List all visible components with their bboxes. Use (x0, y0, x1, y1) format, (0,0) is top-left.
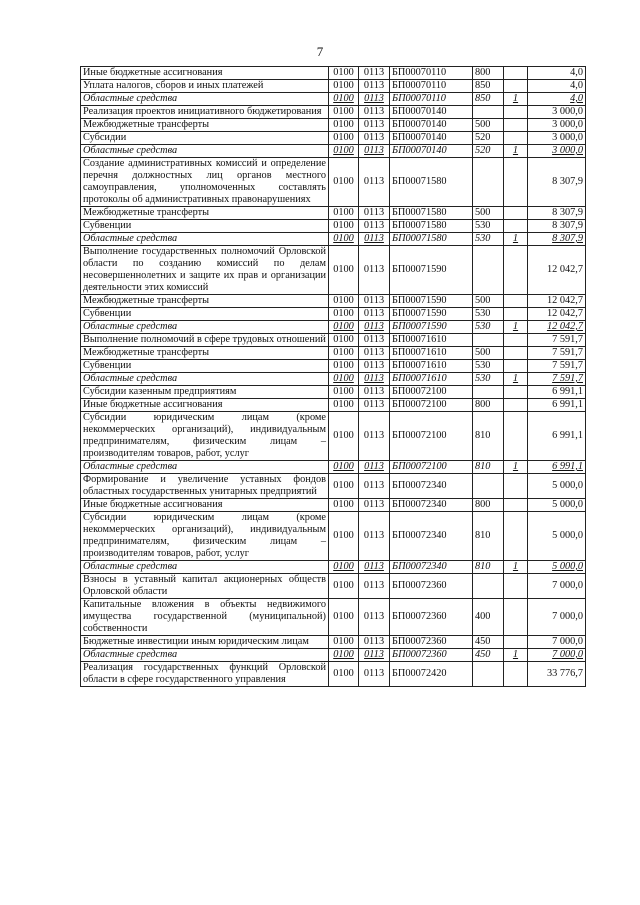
row-rz-cell: 0113 (359, 67, 390, 80)
row-ved-cell: 0100 (329, 246, 359, 295)
row-rz-cell: 0113 (359, 636, 390, 649)
row-src-cell: 1 (504, 233, 528, 246)
row-vr-cell: 530 (473, 308, 504, 321)
table-row (81, 649, 586, 662)
row-ved-cell: 0100 (329, 636, 359, 649)
row-vr-cell: 800 (473, 499, 504, 512)
row-ved-cell: 0100 (329, 295, 359, 308)
row-sum-cell: 12 042,7 (528, 321, 586, 334)
table-row (81, 347, 586, 360)
row-ved-cell: 0100 (329, 321, 359, 334)
row-src-cell (504, 386, 528, 399)
table-row (81, 499, 586, 512)
row-ved-cell: 0100 (329, 649, 359, 662)
row-ved-cell: 0100 (329, 662, 359, 687)
row-sum-cell: 5 000,0 (528, 512, 586, 561)
row-sum-cell: 6 991,1 (528, 412, 586, 461)
row-cs-cell: БП00071590 (390, 246, 473, 295)
row-src-cell (504, 512, 528, 561)
row-vr-cell (473, 474, 504, 499)
row-vr-cell: 850 (473, 93, 504, 106)
row-ved-cell: 0100 (329, 145, 359, 158)
row-rz-cell: 0113 (359, 561, 390, 574)
row-ved-cell: 0100 (329, 334, 359, 347)
row-ved-cell: 0100 (329, 360, 359, 373)
row-name-cell: Реализация проектов инициативного бюджетирования (81, 106, 329, 119)
table-row (81, 80, 586, 93)
row-name-cell: Межбюджетные трансферты (81, 119, 329, 132)
row-cs-cell: БП00070140 (390, 119, 473, 132)
row-vr-cell: 520 (473, 145, 504, 158)
table-row (81, 158, 586, 207)
row-sum-cell: 4,0 (528, 67, 586, 80)
row-vr-cell: 530 (473, 220, 504, 233)
row-cs-cell: БП00072340 (390, 474, 473, 499)
row-vr-cell: 850 (473, 80, 504, 93)
row-sum-cell: 7 591,7 (528, 334, 586, 347)
row-ved-cell: 0100 (329, 574, 359, 599)
row-cs-cell: БП00070140 (390, 132, 473, 145)
row-src-cell (504, 499, 528, 512)
row-sum-cell: 6 991,1 (528, 461, 586, 474)
row-cs-cell: БП00071610 (390, 347, 473, 360)
row-src-cell (504, 106, 528, 119)
row-rz-cell: 0113 (359, 119, 390, 132)
row-name-cell: Межбюджетные трансферты (81, 207, 329, 220)
row-src-cell: 1 (504, 649, 528, 662)
row-rz-cell: 0113 (359, 321, 390, 334)
table-row (81, 599, 586, 636)
row-rz-cell: 0113 (359, 474, 390, 499)
row-vr-cell: 450 (473, 649, 504, 662)
row-rz-cell: 0113 (359, 360, 390, 373)
table-row (81, 574, 586, 599)
row-rz-cell: 0113 (359, 461, 390, 474)
table-row (81, 233, 586, 246)
row-src-cell (504, 474, 528, 499)
row-ved-cell: 0100 (329, 158, 359, 207)
row-rz-cell: 0113 (359, 386, 390, 399)
row-src-cell (504, 574, 528, 599)
row-ved-cell: 0100 (329, 93, 359, 106)
row-src-cell (504, 334, 528, 347)
row-rz-cell: 0113 (359, 207, 390, 220)
row-sum-cell: 8 307,9 (528, 158, 586, 207)
table-row (81, 308, 586, 321)
table-row (81, 399, 586, 412)
row-ved-cell: 0100 (329, 461, 359, 474)
row-vr-cell: 800 (473, 399, 504, 412)
row-cs-cell: БП00072360 (390, 636, 473, 649)
table-row (81, 636, 586, 649)
table-row (81, 334, 586, 347)
row-name-cell: Областные средства (81, 145, 329, 158)
row-sum-cell: 5 000,0 (528, 561, 586, 574)
row-vr-cell: 400 (473, 599, 504, 636)
row-vr-cell: 530 (473, 360, 504, 373)
row-ved-cell: 0100 (329, 474, 359, 499)
row-rz-cell: 0113 (359, 499, 390, 512)
row-sum-cell: 7 591,7 (528, 360, 586, 373)
budget-table (80, 66, 586, 687)
table-row (81, 662, 586, 687)
row-src-cell (504, 662, 528, 687)
row-cs-cell: БП00071610 (390, 334, 473, 347)
row-rz-cell: 0113 (359, 512, 390, 561)
row-vr-cell: 530 (473, 321, 504, 334)
row-vr-cell (473, 158, 504, 207)
table-row (81, 373, 586, 386)
row-rz-cell: 0113 (359, 145, 390, 158)
budget-table-body (81, 67, 586, 687)
row-vr-cell (473, 334, 504, 347)
row-src-cell (504, 399, 528, 412)
row-rz-cell: 0113 (359, 412, 390, 461)
table-row (81, 360, 586, 373)
row-cs-cell: БП00070110 (390, 80, 473, 93)
row-ved-cell: 0100 (329, 132, 359, 145)
row-cs-cell: БП00072100 (390, 461, 473, 474)
row-rz-cell: 0113 (359, 158, 390, 207)
row-name-cell: Областные средства (81, 321, 329, 334)
table-row (81, 512, 586, 561)
row-name-cell: Субсидии юридическим лицам (кроме некоммерческих организаций), индивидуальным предпринимателям, физическим лицам – производителям товаров, работ, услуг (81, 512, 329, 561)
row-name-cell: Субсидии юридическим лицам (кроме некоммерческих организаций), индивидуальным предпринимателям, физическим лицам – производителям товаров, работ, услуг (81, 412, 329, 461)
table-row (81, 321, 586, 334)
row-vr-cell: 500 (473, 207, 504, 220)
table-row (81, 220, 586, 233)
row-name-cell: Областные средства (81, 649, 329, 662)
row-sum-cell: 12 042,7 (528, 308, 586, 321)
row-cs-cell: БП00071580 (390, 207, 473, 220)
row-cs-cell: БП00071610 (390, 360, 473, 373)
row-rz-cell: 0113 (359, 80, 390, 93)
table-row (81, 561, 586, 574)
row-vr-cell (473, 386, 504, 399)
row-src-cell: 1 (504, 93, 528, 106)
row-ved-cell: 0100 (329, 499, 359, 512)
row-src-cell (504, 80, 528, 93)
row-rz-cell: 0113 (359, 132, 390, 145)
row-sum-cell: 4,0 (528, 80, 586, 93)
row-sum-cell: 7 591,7 (528, 347, 586, 360)
row-cs-cell: БП00070140 (390, 106, 473, 119)
row-name-cell: Выполнение полномочий в сфере трудовых отношений (81, 334, 329, 347)
row-rz-cell: 0113 (359, 662, 390, 687)
row-sum-cell: 5 000,0 (528, 474, 586, 499)
row-vr-cell: 810 (473, 461, 504, 474)
row-cs-cell: БП00072100 (390, 386, 473, 399)
table-row (81, 474, 586, 499)
row-ved-cell: 0100 (329, 233, 359, 246)
row-name-cell: Областные средства (81, 461, 329, 474)
row-name-cell: Бюджетные инвестиции иным юридическим лицам (81, 636, 329, 649)
row-ved-cell: 0100 (329, 561, 359, 574)
row-rz-cell: 0113 (359, 649, 390, 662)
row-name-cell: Субсидии казенным предприятиям (81, 386, 329, 399)
row-rz-cell: 0113 (359, 220, 390, 233)
row-sum-cell: 12 042,7 (528, 295, 586, 308)
row-name-cell: Реализация государственных функций Орловской области в сфере государственного управления (81, 662, 329, 687)
row-sum-cell: 3 000,0 (528, 132, 586, 145)
row-cs-cell: БП00072420 (390, 662, 473, 687)
row-name-cell: Субвенции (81, 308, 329, 321)
row-sum-cell: 6 991,1 (528, 399, 586, 412)
row-src-cell (504, 360, 528, 373)
row-cs-cell: БП00072360 (390, 574, 473, 599)
row-cs-cell: БП00070110 (390, 93, 473, 106)
row-name-cell: Уплата налогов, сборов и иных платежей (81, 80, 329, 93)
row-sum-cell: 3 000,0 (528, 145, 586, 158)
row-src-cell (504, 207, 528, 220)
row-ved-cell: 0100 (329, 599, 359, 636)
table-row (81, 295, 586, 308)
table-row (81, 106, 586, 119)
row-src-cell: 1 (504, 321, 528, 334)
row-sum-cell: 8 307,9 (528, 220, 586, 233)
row-sum-cell: 8 307,9 (528, 233, 586, 246)
page-number: 7 (316, 44, 324, 59)
row-ved-cell: 0100 (329, 399, 359, 412)
row-sum-cell: 12 042,7 (528, 246, 586, 295)
row-src-cell (504, 132, 528, 145)
row-ved-cell: 0100 (329, 80, 359, 93)
row-ved-cell: 0100 (329, 220, 359, 233)
row-rz-cell: 0113 (359, 233, 390, 246)
row-rz-cell: 0113 (359, 334, 390, 347)
row-sum-cell: 7 000,0 (528, 649, 586, 662)
row-vr-cell: 450 (473, 636, 504, 649)
row-src-cell (504, 412, 528, 461)
row-ved-cell: 0100 (329, 412, 359, 461)
row-name-cell: Областные средства (81, 93, 329, 106)
row-src-cell (504, 636, 528, 649)
row-rz-cell: 0113 (359, 373, 390, 386)
row-src-cell (504, 67, 528, 80)
row-ved-cell: 0100 (329, 308, 359, 321)
table-row (81, 207, 586, 220)
row-vr-cell: 500 (473, 119, 504, 132)
row-vr-cell: 500 (473, 295, 504, 308)
row-sum-cell: 7 000,0 (528, 599, 586, 636)
row-cs-cell: БП00072340 (390, 512, 473, 561)
row-vr-cell: 810 (473, 561, 504, 574)
row-ved-cell: 0100 (329, 207, 359, 220)
row-cs-cell: БП00070140 (390, 145, 473, 158)
row-cs-cell: БП00071580 (390, 233, 473, 246)
row-src-cell: 1 (504, 373, 528, 386)
row-ved-cell: 0100 (329, 386, 359, 399)
row-cs-cell: БП00071580 (390, 158, 473, 207)
row-cs-cell: БП00071590 (390, 321, 473, 334)
row-sum-cell: 7 000,0 (528, 574, 586, 599)
row-vr-cell: 810 (473, 512, 504, 561)
row-sum-cell: 33 776,7 (528, 662, 586, 687)
row-vr-cell: 810 (473, 412, 504, 461)
row-name-cell: Выполнение государственных полномочий Орловской области по созданию комиссий по делам несовершеннолетних и защите их прав и организации деятельности этих комиссий (81, 246, 329, 295)
row-vr-cell: 520 (473, 132, 504, 145)
row-rz-cell: 0113 (359, 347, 390, 360)
row-cs-cell: БП00071590 (390, 295, 473, 308)
row-name-cell: Иные бюджетные ассигнования (81, 67, 329, 80)
row-src-cell: 1 (504, 561, 528, 574)
row-vr-cell (473, 574, 504, 599)
table-row (81, 67, 586, 80)
row-name-cell: Иные бюджетные ассигнования (81, 399, 329, 412)
row-src-cell (504, 246, 528, 295)
row-rz-cell: 0113 (359, 106, 390, 119)
row-sum-cell: 3 000,0 (528, 106, 586, 119)
row-src-cell (504, 308, 528, 321)
row-sum-cell: 7 591,7 (528, 373, 586, 386)
table-row (81, 93, 586, 106)
row-ved-cell: 0100 (329, 67, 359, 80)
row-vr-cell (473, 106, 504, 119)
row-rz-cell: 0113 (359, 574, 390, 599)
row-cs-cell: БП00072100 (390, 399, 473, 412)
table-row (81, 246, 586, 295)
row-src-cell (504, 599, 528, 636)
row-name-cell: Субсидии (81, 132, 329, 145)
table-row (81, 145, 586, 158)
row-name-cell: Областные средства (81, 373, 329, 386)
row-sum-cell: 7 000,0 (528, 636, 586, 649)
table-row (81, 386, 586, 399)
row-name-cell: Межбюджетные трансферты (81, 295, 329, 308)
row-sum-cell: 6 991,1 (528, 386, 586, 399)
row-vr-cell (473, 246, 504, 295)
row-vr-cell: 530 (473, 233, 504, 246)
table-row (81, 132, 586, 145)
row-ved-cell: 0100 (329, 106, 359, 119)
table-row (81, 412, 586, 461)
row-cs-cell: БП00071580 (390, 220, 473, 233)
row-cs-cell: БП00072100 (390, 412, 473, 461)
row-cs-cell: БП00072340 (390, 561, 473, 574)
row-cs-cell: БП00071610 (390, 373, 473, 386)
row-rz-cell: 0113 (359, 308, 390, 321)
row-ved-cell: 0100 (329, 119, 359, 132)
row-name-cell: Межбюджетные трансферты (81, 347, 329, 360)
table-row (81, 119, 586, 132)
row-cs-cell: БП00072360 (390, 649, 473, 662)
row-src-cell (504, 158, 528, 207)
row-vr-cell: 500 (473, 347, 504, 360)
row-name-cell: Взносы в уставный капитал акционерных обществ Орловской области (81, 574, 329, 599)
row-rz-cell: 0113 (359, 246, 390, 295)
row-sum-cell: 3 000,0 (528, 119, 586, 132)
row-name-cell: Областные средства (81, 233, 329, 246)
table-row (81, 461, 586, 474)
row-src-cell (504, 119, 528, 132)
row-cs-cell: БП00072360 (390, 599, 473, 636)
row-sum-cell: 8 307,9 (528, 207, 586, 220)
row-src-cell (504, 295, 528, 308)
row-name-cell: Создание административных комиссий и определение перечня должностных лиц органов местного самоуправления, уполномоченных составлять протоколы об административных правонарушениях (81, 158, 329, 207)
row-ved-cell: 0100 (329, 373, 359, 386)
row-ved-cell: 0100 (329, 347, 359, 360)
row-name-cell: Формирование и увеличение уставных фондов областных государственных унитарных предприятий (81, 474, 329, 499)
row-rz-cell: 0113 (359, 295, 390, 308)
row-name-cell: Иные бюджетные ассигнования (81, 499, 329, 512)
row-cs-cell: БП00072340 (390, 499, 473, 512)
row-rz-cell: 0113 (359, 93, 390, 106)
row-name-cell: Субвенции (81, 360, 329, 373)
row-name-cell: Капитальные вложения в объекты недвижимого имущества государственной (муниципальной) собственности (81, 599, 329, 636)
row-ved-cell: 0100 (329, 512, 359, 561)
row-cs-cell: БП00071590 (390, 308, 473, 321)
row-vr-cell (473, 662, 504, 687)
row-sum-cell: 4,0 (528, 93, 586, 106)
row-name-cell: Субвенции (81, 220, 329, 233)
row-sum-cell: 5 000,0 (528, 499, 586, 512)
row-src-cell: 1 (504, 461, 528, 474)
row-cs-cell: БП00070110 (390, 67, 473, 80)
row-rz-cell: 0113 (359, 599, 390, 636)
row-src-cell (504, 220, 528, 233)
row-vr-cell: 530 (473, 373, 504, 386)
row-src-cell (504, 347, 528, 360)
row-rz-cell: 0113 (359, 399, 390, 412)
row-src-cell: 1 (504, 145, 528, 158)
row-name-cell: Областные средства (81, 561, 329, 574)
row-vr-cell: 800 (473, 67, 504, 80)
